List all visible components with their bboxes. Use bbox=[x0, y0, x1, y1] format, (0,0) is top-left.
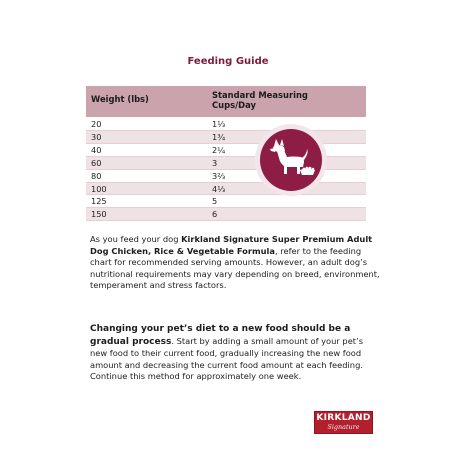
cups-cell: 3 bbox=[212, 157, 218, 168]
logo-sub: Signature bbox=[327, 423, 360, 431]
weight-cell: 150 bbox=[91, 209, 107, 220]
weight-cell: 80 bbox=[91, 170, 102, 181]
weight-cell: 125 bbox=[91, 196, 107, 207]
logo-brand: KIRKLAND bbox=[316, 413, 371, 423]
dog-badge bbox=[260, 129, 322, 191]
feeding-paragraph bbox=[90, 234, 380, 292]
product-name: Kirkland Signature Super Premium Adult Dog Chicken, Rice & Vegetable Formula bbox=[90, 234, 373, 256]
header-weight: Weight (lbs) bbox=[91, 94, 149, 104]
cups-cell: 4⅓ bbox=[212, 183, 226, 194]
weight-cell: 20 bbox=[91, 119, 102, 129]
cups-cell: 1¾ bbox=[212, 131, 226, 142]
table-header bbox=[86, 86, 366, 117]
feeding-table bbox=[86, 86, 366, 221]
feeding-guide-title: Feeding Guide bbox=[187, 56, 269, 67]
cups-cell: 2¼ bbox=[212, 144, 226, 155]
weight-cell: 100 bbox=[91, 183, 107, 194]
weight-cell: 30 bbox=[91, 131, 102, 142]
row-divider bbox=[86, 220, 366, 221]
paragraph-intro: As you feed your dog bbox=[90, 234, 182, 244]
dog-with-food-bowl-icon bbox=[260, 129, 322, 191]
kirkland-signature-logo bbox=[314, 411, 373, 434]
weight-cell: 60 bbox=[91, 157, 102, 168]
cups-cell: 6 bbox=[212, 209, 218, 220]
cups-cell: 1⅓ bbox=[212, 119, 226, 129]
cups-cell: 5 bbox=[212, 196, 218, 207]
weight-cell: 40 bbox=[91, 144, 102, 155]
header-cups: Standard Measuring Cups/Day bbox=[212, 90, 308, 110]
paragraph-rest: , refer to the feeding chart for recommended serving amounts. However, an adult dog’s nutritional requirements may vary depending on breed, environment, temperament and stress factors. bbox=[90, 245, 380, 291]
transition-rest: . Start by adding a small amount of your pet’s new food to their current food, gradually increasing the new food amount and decreasing the current food amount at each feeding. Continue this method for approximately one week. bbox=[90, 335, 364, 382]
transition-paragraph bbox=[90, 323, 380, 383]
transition-lead: Changing your pet’s diet to a new food should be a gradual process bbox=[90, 324, 351, 347]
cups-cell: 3⅔ bbox=[212, 170, 226, 181]
